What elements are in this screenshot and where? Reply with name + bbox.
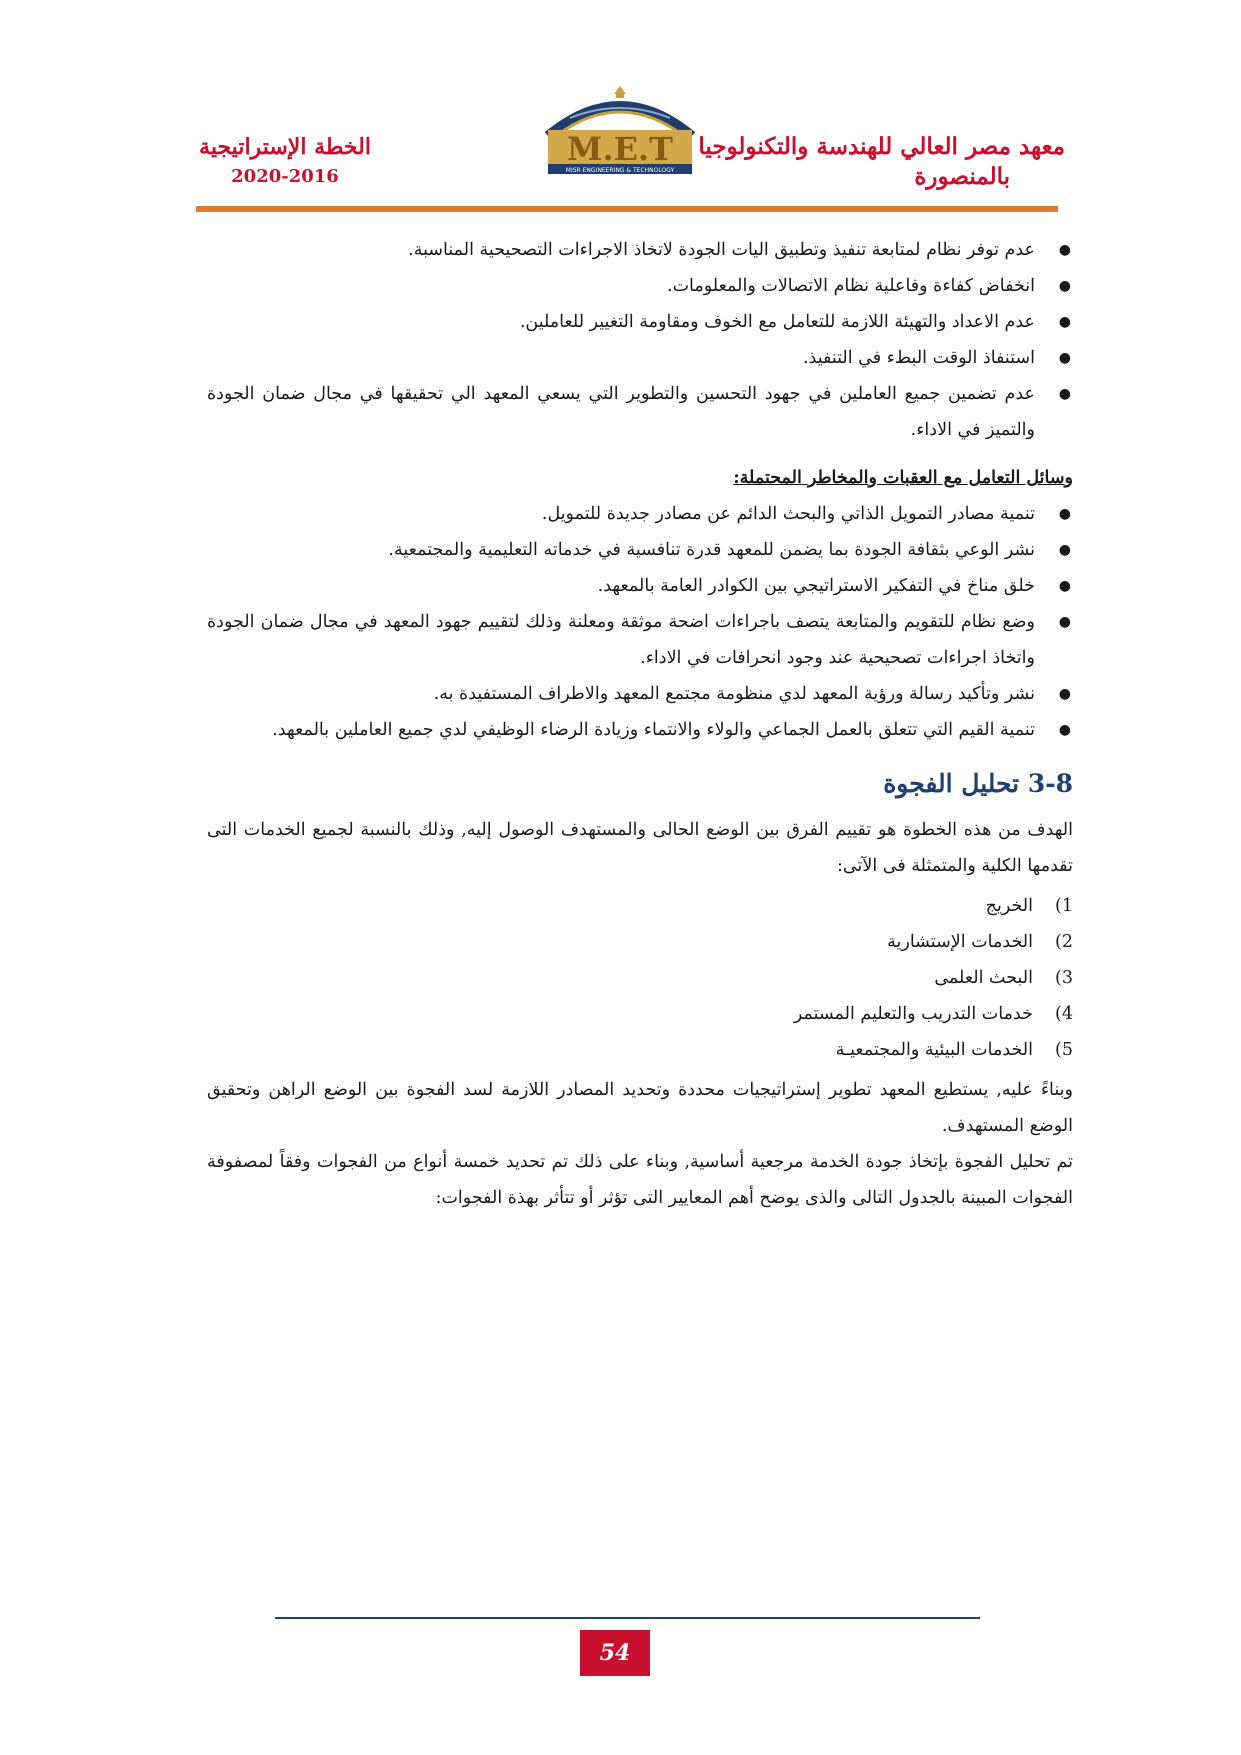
list-item: 1) الخريج: [985, 896, 1073, 916]
bullet-icon: ●: [1058, 242, 1071, 258]
bullet-icon: ●: [1058, 578, 1071, 594]
list-item: ● وضع نظام للتقويم والمتابعة يتصف باجراءات اضحة موثقة ومعلنة وذلك لتقييم جهود المعهد في مجال ضمان الجودة واتخاذ اجراءات تصحيحية عند وجود انحرافات في الاداء.: [207, 604, 1035, 676]
risk-handling-heading: وسائل التعامل مع العقبات والمخاطر المحتملة:: [733, 468, 1073, 488]
page-body: [207, 232, 1073, 1216]
plan-title: الخطة الإستراتيجية: [199, 134, 371, 160]
weaknesses-list: [207, 232, 1073, 448]
list-item: ● استنفاذ الوقت البطء في التنفيذ.: [207, 340, 1035, 376]
list-item: ● عدم تضمين جميع العاملين في جهود التحسين والتطوير التي يسعي المعهد الي تحقيقها في مجال ضمان الجودة والتميز في الاداء.: [207, 376, 1035, 448]
bullet-icon: ●: [1058, 722, 1071, 738]
list-item: ● عدم توفر نظام لمتابعة تنفيذ وتطبيق اليات الجودة لاتخاذ الاجراءات التصحيحية المناسبة.: [207, 232, 1035, 268]
plan-years: 2020-2016: [231, 166, 339, 187]
strategy-paragraph: وبناءً عليه, يستطيع المعهد تطوير إستراتيجيات محددة وتحديد المصادر اللازمة لسد الفجوة بين الوضع الراهن وتحقيق الوضع المستهدف.: [207, 1080, 1073, 1136]
met-logo-graphic: [530, 84, 710, 180]
footer-divider: [275, 1617, 980, 1619]
met-logo: [530, 84, 710, 180]
header-divider: [196, 206, 1058, 212]
section-title: 3-8 تحليل الفجوة: [883, 769, 1073, 798]
gap-analysis-paragraph: تم تحليل الفجوة بإتخاذ جودة الخدمة مرجعية أساسية, وبناء على ذلك تم تحديد خمسة أنواع من الفجوات وفقاً لمصفوفة الفجوات المبينة بالجدول التالى والذى يوضح أهم المعايير التى تؤثر أو تتأثر بهذة الفجوات:: [207, 1152, 1073, 1208]
bullet-icon: ●: [1058, 686, 1071, 702]
bullet-icon: ●: [1058, 314, 1071, 330]
list-item: 4) خدمات التدريب والتعليم المستمر: [793, 1004, 1073, 1024]
logo-subtext: MISR ENGINEERING & TECHNOLOGY: [565, 167, 675, 174]
list-item: 2) الخدمات الإستشارية: [887, 932, 1073, 952]
bullet-icon: ●: [1058, 506, 1071, 522]
logo-text: M.E.T: [567, 130, 673, 168]
bullet-icon: ●: [1058, 386, 1071, 402]
institute-name-line2: بالمنصورة: [914, 163, 1010, 190]
list-item: 3) البحث العلمى: [934, 968, 1073, 988]
institute-name-line1: معهد مصر العالي للهندسة والتكنولوجيا: [698, 133, 1065, 160]
bullet-icon: ●: [1058, 614, 1071, 630]
intro-paragraph: الهدف من هذه الخطوة هو تقييم الفرق بين الوضع الحالى والمستهدف الوصول إليه, وذلك بالنسبة لجميع الخدمات التى تقدمها الكلية والمتمثلة فى الآتى:: [207, 820, 1073, 876]
list-item: ● نشر وتأكيد رسالة ورؤية المعهد لدي منظومة مجتمع المعهد والاطراف المستفيدة به.: [207, 676, 1035, 712]
bullet-icon: ●: [1058, 542, 1071, 558]
list-item: ● انخفاض كفاءة وفاعلية نظام الاتصالات والمعلومات.: [207, 268, 1035, 304]
institute-name: [698, 132, 1065, 192]
page-number: 54: [580, 1630, 650, 1676]
plan-title-block: [195, 132, 375, 192]
bullet-icon: ●: [1058, 278, 1071, 294]
list-item: ● نشر الوعي بثقافة الجودة بما يضمن للمعهد قدرة تنافسية في خدماته التعليمية والمجتمعية.: [207, 532, 1035, 568]
bullet-icon: ●: [1058, 350, 1071, 366]
list-item: ● خلق مناخ في التفكير الاستراتيجي بين الكوادر العامة بالمعهد.: [207, 568, 1035, 604]
list-item: 5) الخدمات البيئية والمجتمعيـة: [835, 1040, 1073, 1060]
risk-handling-list: [207, 496, 1073, 748]
list-item: ● عدم الاعداد والتهيئة اللازمة للتعامل مع الخوف ومقاومة التغيير للعاملين.: [207, 304, 1035, 340]
list-item: ● تنمية القيم التي تتعلق بالعمل الجماعي والولاء والانتماء وزيادة الرضاء الوظيفي لدي جميع العاملين بالمعهد.: [207, 712, 1035, 748]
list-item: ● تنمية مصادر التمويل الذاتي والبحث الدائم عن مصادر جديدة للتمويل.: [207, 496, 1035, 532]
services-list: [207, 888, 1073, 1068]
